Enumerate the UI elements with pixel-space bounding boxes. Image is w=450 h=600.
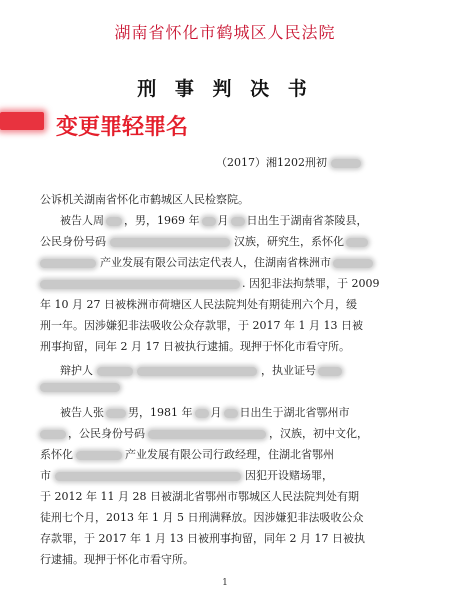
redacted-block	[224, 409, 238, 418]
redacted-block	[346, 238, 368, 247]
redacted-block	[231, 217, 245, 226]
defendant1-line7: 刑事拘留，同年 2 月 17 日被执行逮捕。现押于怀化市看守所。	[40, 340, 350, 353]
redacted-block	[106, 217, 122, 226]
case-number	[216, 154, 361, 170]
defendant1-line5: 年 10 月 27 日被株洲市荷塘区人民法院判处有期徒刑六个月，缓	[40, 298, 357, 311]
redacted-block	[40, 259, 96, 268]
defender-line2	[40, 380, 120, 393]
redacted-block	[40, 383, 120, 392]
defendant2-line4: 市 因犯开设赌场罪，	[40, 469, 333, 482]
defendant2-line5: 于 2012 年 11 月 28 日被湖北省鄂州市鄂城区人民法院判处有期	[40, 490, 359, 503]
redacted-block	[40, 430, 66, 439]
redacted-block	[318, 367, 342, 376]
overlay-label: 变更罪轻罪名	[56, 115, 189, 140]
redacted-block	[97, 367, 133, 376]
redacted-block	[202, 217, 216, 226]
redacted-block	[40, 280, 240, 289]
defendant2-line8: 行逮捕。现押于怀化市看守所。	[40, 553, 194, 566]
defendant1-line1: 被告人周 ，男，1969 年 月 日出生于湖南省茶陵县，	[60, 214, 368, 227]
defendant2-line2: ，公民身份号码 ，汉族，初中文化，	[40, 425, 368, 441]
defendant1-line4: . 因犯非法拘禁罪，于 2009	[40, 275, 379, 291]
defendant1-line2: 公民身份号码 汉族，研究生，系怀化	[40, 233, 368, 249]
prosecutor-line: 公诉机关湖南省怀化市鹤城区人民检察院。	[40, 193, 249, 206]
redacted-block	[76, 451, 122, 460]
red-highlight-bar	[0, 112, 44, 130]
redacted-block	[331, 159, 361, 168]
defender-line: 辩护人 ，执业证号	[60, 362, 342, 378]
defendant2-line6: 徒刑七个月，2013 年 1 月 5 日刑满释放。因涉嫌犯非法吸收公众	[40, 511, 364, 524]
defendant1-line6: 刑一年。因涉嫌犯非法吸收公众存款罪，于 2017 年 1 月 13 日被	[40, 319, 363, 332]
redacted-block	[110, 238, 230, 247]
redacted-block	[333, 259, 373, 268]
page-number: 1	[222, 578, 228, 588]
redacted-block	[148, 430, 266, 439]
case-number-text: （2017）湘1202刑初	[216, 156, 327, 169]
defendant2-line7: 存款罪，于 2017 年 1 月 13 日被刑事拘留，同年 2 月 17 日被执	[40, 532, 365, 545]
defendant1-line3: 产业发展有限公司法定代表人，住湖南省株洲市	[40, 254, 373, 270]
defendant2-line3: 系怀化 产业发展有限公司行政经理，住湖北省鄂州	[40, 448, 334, 461]
redacted-block	[195, 409, 209, 418]
court-name: 湖南省怀化市鹤城区人民法院	[114, 23, 336, 42]
defendant2-line1: 被告人张 男，1981 年 月 日出生于湖北省鄂州市	[60, 406, 350, 419]
redacted-block	[137, 367, 257, 376]
redacted-block	[55, 472, 241, 481]
redacted-block	[106, 409, 126, 418]
document-title: 刑 事 判 决 书	[137, 78, 313, 100]
